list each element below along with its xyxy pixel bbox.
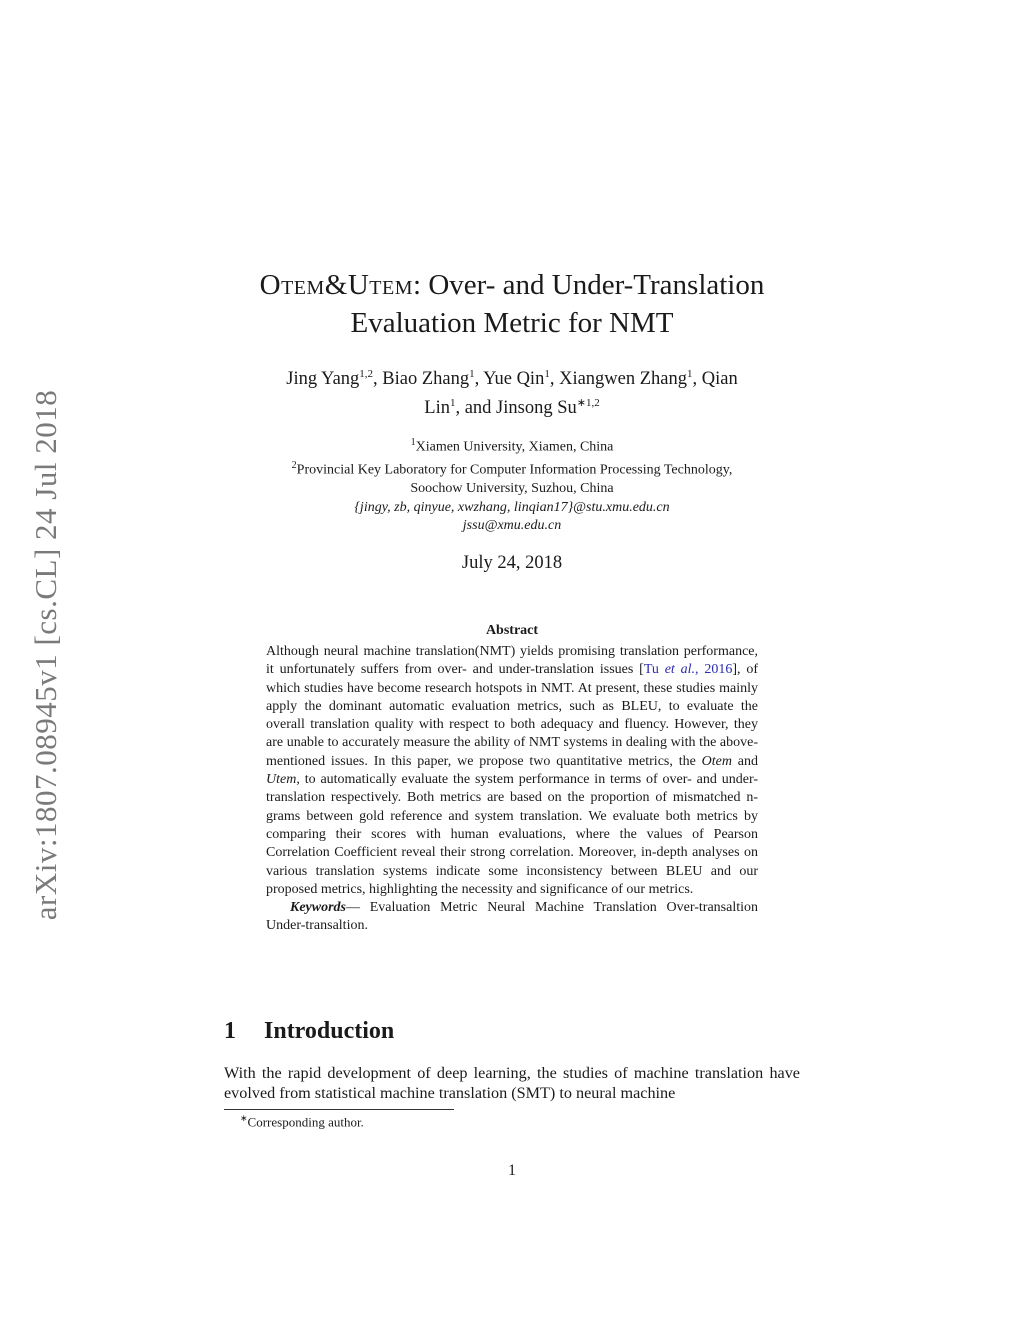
arxiv-stamp-text: arXiv:1807.08945v1 [cs.CL] 24 Jul 2018: [28, 389, 63, 921]
author-affil-mark: 1: [544, 368, 550, 380]
abstract-text: , to automatically evaluate the system performance in terms of over- and under-translation respectively. Both metrics are based on the proportion of mismatched n-grams between gold reference and system translation. We evaluate both metrics by comparing their scores with human evaluations, where the values of Pearson Correlation Coefficient reveal their strong correlation. Moreover, in-depth analyses on various translation systems indicate some inconsistency between BLEU and our proposed metrics, highlighting the necessity and significance of our metrics.: [266, 772, 758, 897]
footnote-mark: ∗: [240, 1113, 248, 1123]
author-line-2: [230, 391, 794, 420]
metric-name-otem: Otem: [701, 753, 732, 769]
abstract-heading: Abstract: [485, 623, 539, 638]
citation-author: Tu: [643, 662, 659, 678]
abstract-body: [266, 643, 758, 936]
paper-title: [200, 266, 824, 342]
section-title: Introduction: [264, 1018, 395, 1044]
abstract-text: Although neural machine translation(NMT) yields promising translation performance, it unfortunately suffers from over- and under-translation issues [: [266, 644, 758, 678]
title-line-1: [200, 266, 824, 304]
email-line-2: jssu@xmu.edu.cn: [462, 518, 562, 534]
intro-paragraph: With the rapid development of deep learning, the studies of machine translation have evolved from statistical machine translation (SMT) to neural machine: [224, 1064, 800, 1102]
author-name: , Yue Qin: [474, 369, 545, 390]
paper-date: July 24, 2018: [461, 553, 563, 573]
citation-separator: ,: [695, 662, 705, 678]
author-list: [230, 362, 794, 420]
author-line-1: [230, 362, 794, 391]
author-affil-mark: ∗1,2: [576, 397, 600, 410]
abstract-text: and: [731, 753, 758, 769]
abstract-text: ], of which studies have become research hotspots in NMT. At present, these studies mainly apply the dominant automatic evaluation metrics, such as BLEU, to evaluate the overall translation quality with respect to both adequacy and fluency. However, they are unable to accurately measure the ability of NMT systems in dealing with the above-mentioned issues. In this paper, we propose two quantitative metrics, the: [266, 662, 759, 769]
keywords-line: [266, 899, 758, 936]
author-name: , and Jinsong Su: [455, 398, 577, 419]
title-line-2: Evaluation Metric for NMT: [350, 307, 674, 339]
author-name: Lin: [424, 398, 450, 419]
affiliation-2-continued: Soochow University, Suzhou, China: [410, 481, 614, 497]
affiliation-text: Provincial Key Laboratory for Computer Information Processing Technology,: [296, 462, 733, 478]
footnote-divider: [224, 1109, 454, 1110]
page-number: 1: [508, 1162, 516, 1179]
section-heading: [224, 1018, 394, 1045]
citation-etal: et al.: [664, 662, 696, 678]
citation-link[interactable]: [644, 662, 733, 677]
keywords-label: Keywords: [290, 900, 346, 916]
author-name: Jing Yang: [286, 369, 360, 390]
section-number: 1: [224, 1018, 236, 1044]
author-affil-mark: 1,2: [359, 368, 374, 380]
title-metric-names: Otem&Utem: [259, 269, 414, 301]
footnote-text: Corresponding author.: [247, 1114, 364, 1130]
metric-name-utem: Utem: [266, 772, 297, 788]
email-line-1: {jingy, zb, qinyue, xwzhang, linqian17}@stu.xmu.edu.cn: [354, 499, 670, 515]
author-name: , Biao Zhang: [373, 369, 470, 390]
affiliations: [200, 434, 824, 536]
title-line-1-rest: : Over- and Under-Translation: [413, 269, 765, 301]
affiliation-mark: 2: [291, 460, 297, 472]
author-affil-mark: 1: [449, 397, 456, 410]
citation-year: 2016: [704, 662, 733, 678]
abstract-paragraph: [266, 643, 758, 899]
footnote: [240, 1113, 364, 1130]
arxiv-identifier-stamp: [16, 370, 76, 940]
affiliation-2: [200, 457, 824, 480]
keywords-text: — Evaluation Metric Neural Machine Translation Over-transaltion Under-transaltion.: [266, 900, 758, 934]
author-affil-mark: 1: [687, 368, 693, 380]
author-name: , Xiangwen Zhang: [549, 369, 687, 390]
affiliation-text: Xiamen University, Xiamen, China: [415, 439, 614, 455]
author-affil-mark: 1: [469, 368, 475, 380]
affiliation-1: [200, 434, 824, 457]
affiliation-mark: 1: [410, 437, 416, 448]
author-name: , Qian: [692, 369, 738, 390]
